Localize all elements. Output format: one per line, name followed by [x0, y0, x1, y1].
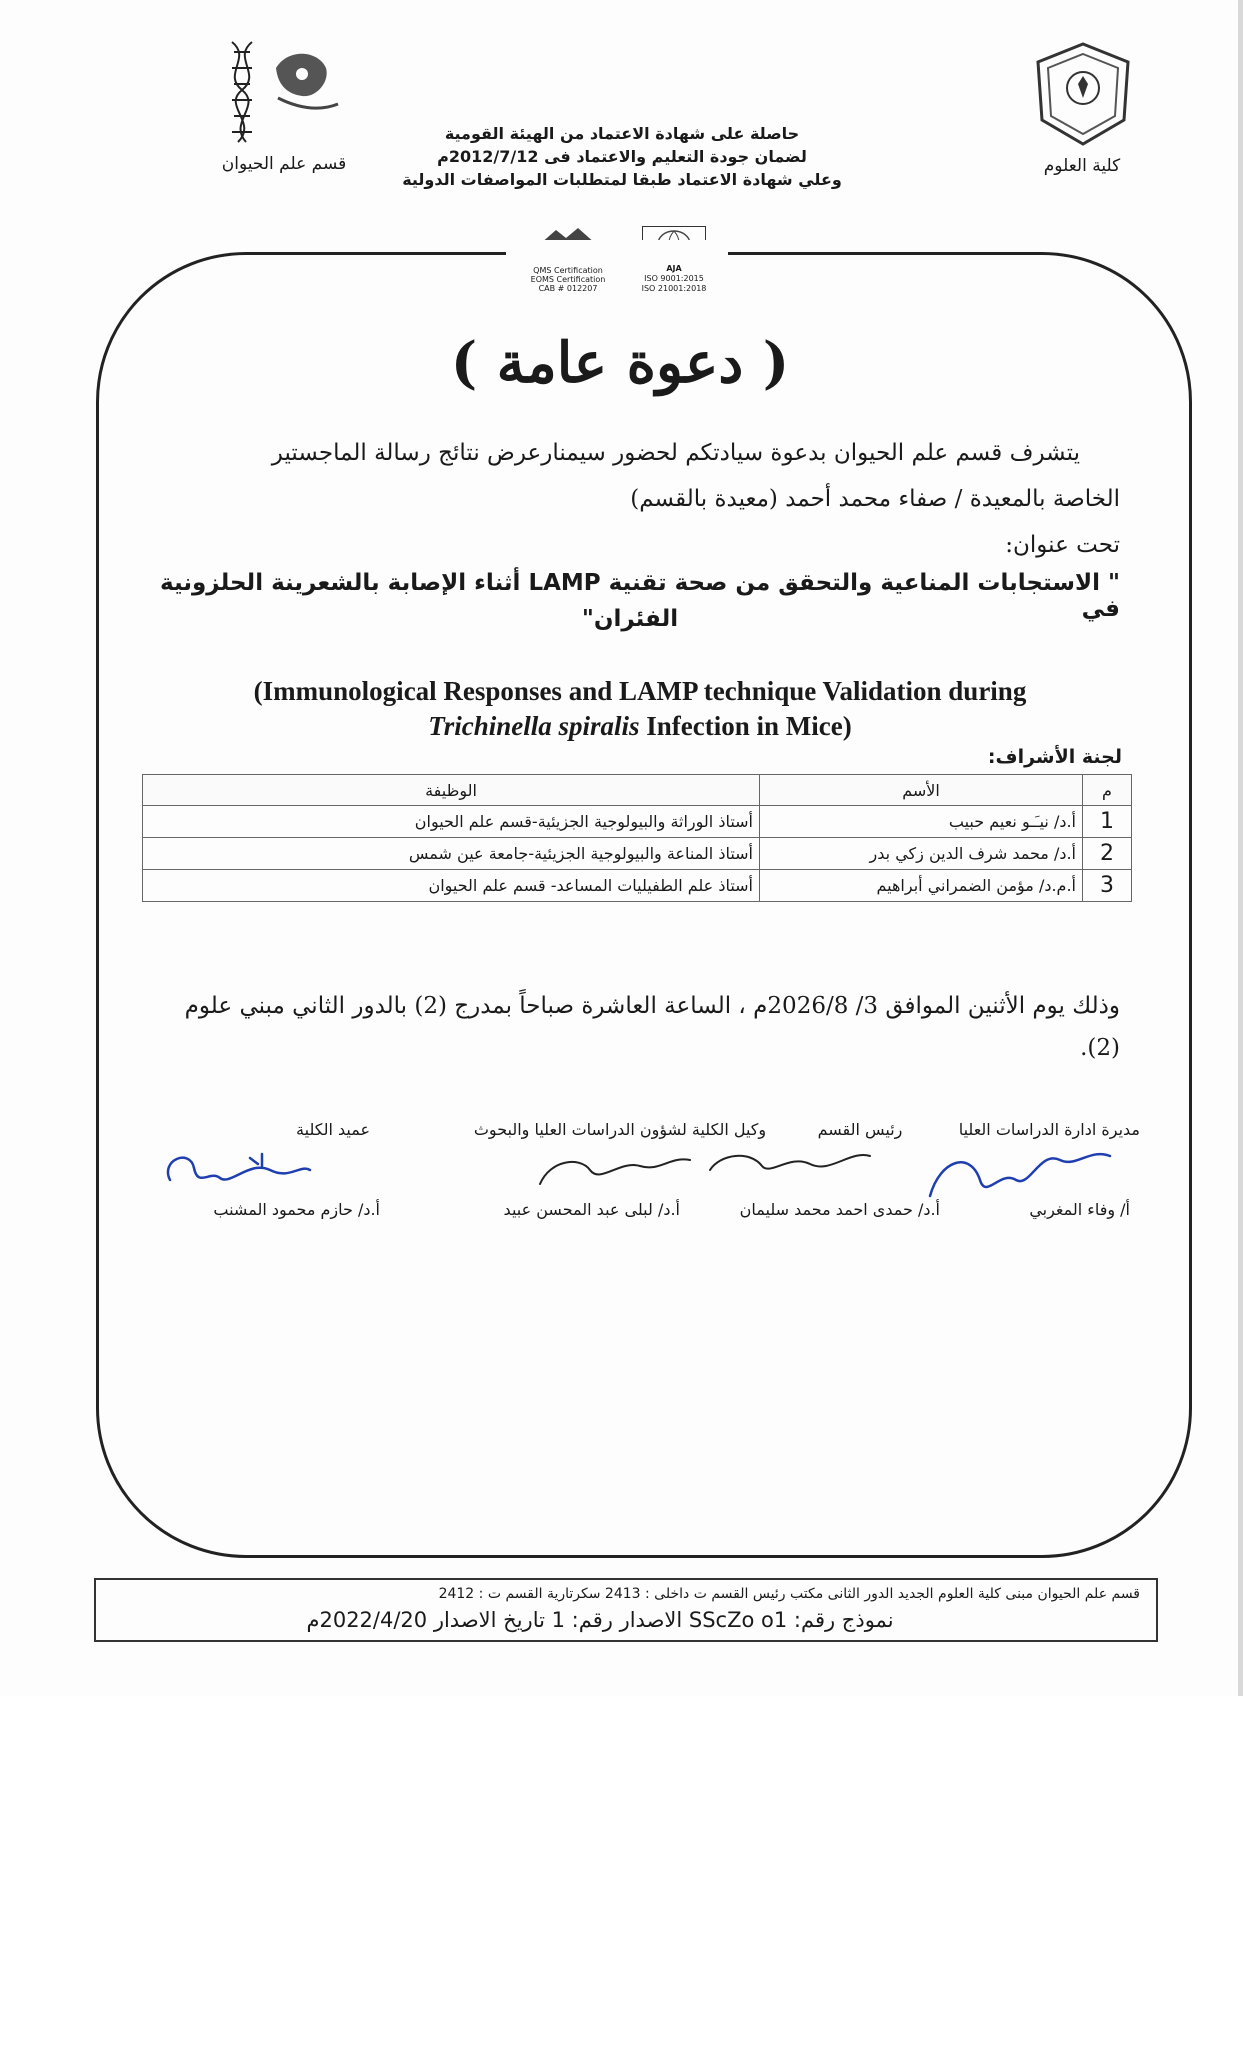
header-job: الوظيفة [143, 775, 760, 806]
row-name: أ.م.د/ مؤمن الضمراني أبراهيم [760, 870, 1083, 902]
committee-table [142, 774, 1132, 902]
frame-gap-cover [506, 240, 728, 264]
zoology-logo [218, 38, 348, 148]
row-num: 2 [1083, 838, 1132, 870]
schedule-line-2: (2). [1080, 1035, 1120, 1061]
faculty-logo [1028, 40, 1138, 150]
row-job: أستاذ علم الطفيليات المساعد- قسم علم الحيوان [143, 870, 760, 902]
signature-title-head: رئيس القسم [817, 1120, 903, 1139]
table-row [143, 806, 1132, 838]
footer-line-1: قسم علم الحيوان مبنى كلية العلوم الجديد الدور الثانى مكتب رئيس القسم ت داخلى : 2413 سكرتارية القسم ت : 2412 [438, 1586, 1140, 1602]
aja-badge-line-1: ISO 9001:2015 [644, 274, 704, 283]
signature-title-vice-dean: وكيل الكلية لشؤون الدراسات العليا والبحوث [473, 1120, 767, 1139]
signature-title-grad-admin: مديرة ادارة الدراسات العليا [958, 1120, 1140, 1139]
english-title [160, 674, 1120, 744]
signature-title-dean: عميد الكلية [296, 1120, 370, 1139]
schedule-line-1: وذلك يوم الأثنين الموافق 3/ 2026/8م ، الساعة العاشرة صباحاً بمدرج (2) بالدور الثاني مبني علوم [184, 993, 1120, 1019]
accreditation-line-2: لضمان جودة التعليم والاعتماد فى 2012/7/12م [437, 147, 807, 166]
english-title-line-1: (Immunological Responses and LAMP technique Validation during [253, 676, 1027, 706]
committee-label: لجنة الأشراف: [987, 746, 1122, 768]
intro-line-2: الخاصة بالمعيدة / صفاء محمد أحمد (معيدة بالقسم) [630, 486, 1120, 512]
aja-badge-name: AJA [666, 264, 682, 273]
page-title: ( دعوة عامة ) [450, 330, 790, 396]
english-title-line-2 [160, 709, 1120, 744]
row-job: أستاذ الوراثة والبيولوجية الجزيئية-قسم علم الحيوان [143, 806, 760, 838]
signature-vice-dean [540, 1159, 690, 1184]
page-edge [1238, 0, 1243, 1696]
egac-badge-line-3: CAB # 012207 [538, 284, 598, 293]
row-name: أ.د/ محمد شرف الدين زكي بدر [760, 838, 1083, 870]
faculty-logo-label: كلية العلوم [1043, 156, 1121, 176]
table-header-row [143, 775, 1132, 806]
signature-name-vice-dean: أ.د/ لبلى عبد المحسن عبيد [503, 1200, 680, 1219]
row-num: 3 [1083, 870, 1132, 902]
row-job: أستاذ المناعة والبيولوجية الجزيئية-جامعة عين شمس [143, 838, 760, 870]
aja-badge-line-2: ISO 21001:2018 [641, 284, 707, 293]
intro-line-1: يتشرف قسم علم الحيوان بدعوة سيادتكم لحضور سيمنارعرض نتائج رسالة الماجستير [271, 440, 1080, 466]
english-title-rest: Infection in Mice) [639, 711, 852, 741]
row-num: 1 [1083, 806, 1132, 838]
signature-dean-mark [250, 1154, 262, 1166]
header-name: الأسم [760, 775, 1083, 806]
table-row [143, 870, 1132, 902]
header-num: م [1083, 775, 1132, 806]
subject-label: تحت عنوان: [1005, 532, 1120, 558]
signature-head [710, 1155, 870, 1170]
egac-badge-line-1: QMS Certification [533, 266, 603, 275]
signature-dean [168, 1158, 310, 1180]
footer-line-2: نموذج رقم: SScZo o1 الاصدار رقم: 1 تاريخ الاصدار 2022/4/20م [306, 1608, 894, 1632]
signature-name-dean: أ.د/ حازم محمود المشنب [213, 1200, 380, 1219]
arabic-title-line-2: الفئران" [581, 606, 679, 632]
egac-badge-line-2: EOMS Certification [530, 275, 606, 284]
signature-name-grad-admin: أ/ وفاء المغربي [1029, 1200, 1130, 1219]
accreditation-line-3: وعلي شهادة الاعتماد طبقا لمتطلبات المواصفات الدولية [402, 170, 842, 189]
row-name: أ.د/ نيـَـو نعيم حبيب [760, 806, 1083, 838]
table-row [143, 838, 1132, 870]
signature-grad-admin [930, 1154, 1110, 1196]
arabic-title-line-1: " الاستجابات المناعية والتحقق من صحة تقنية LAMP أثناء الإصابة بالشعرينة الحلزونية في [160, 570, 1120, 622]
signature-name-head: أ.د/ حمدى احمد محمد سليمان [739, 1200, 940, 1219]
species-name: Trichinella spiralis [428, 711, 640, 741]
accreditation-line-1: حاصلة على شهادة الاعتماد من الهيئة القومية [444, 124, 800, 143]
zoology-logo-label: قسم علم الحيوان [221, 154, 347, 174]
